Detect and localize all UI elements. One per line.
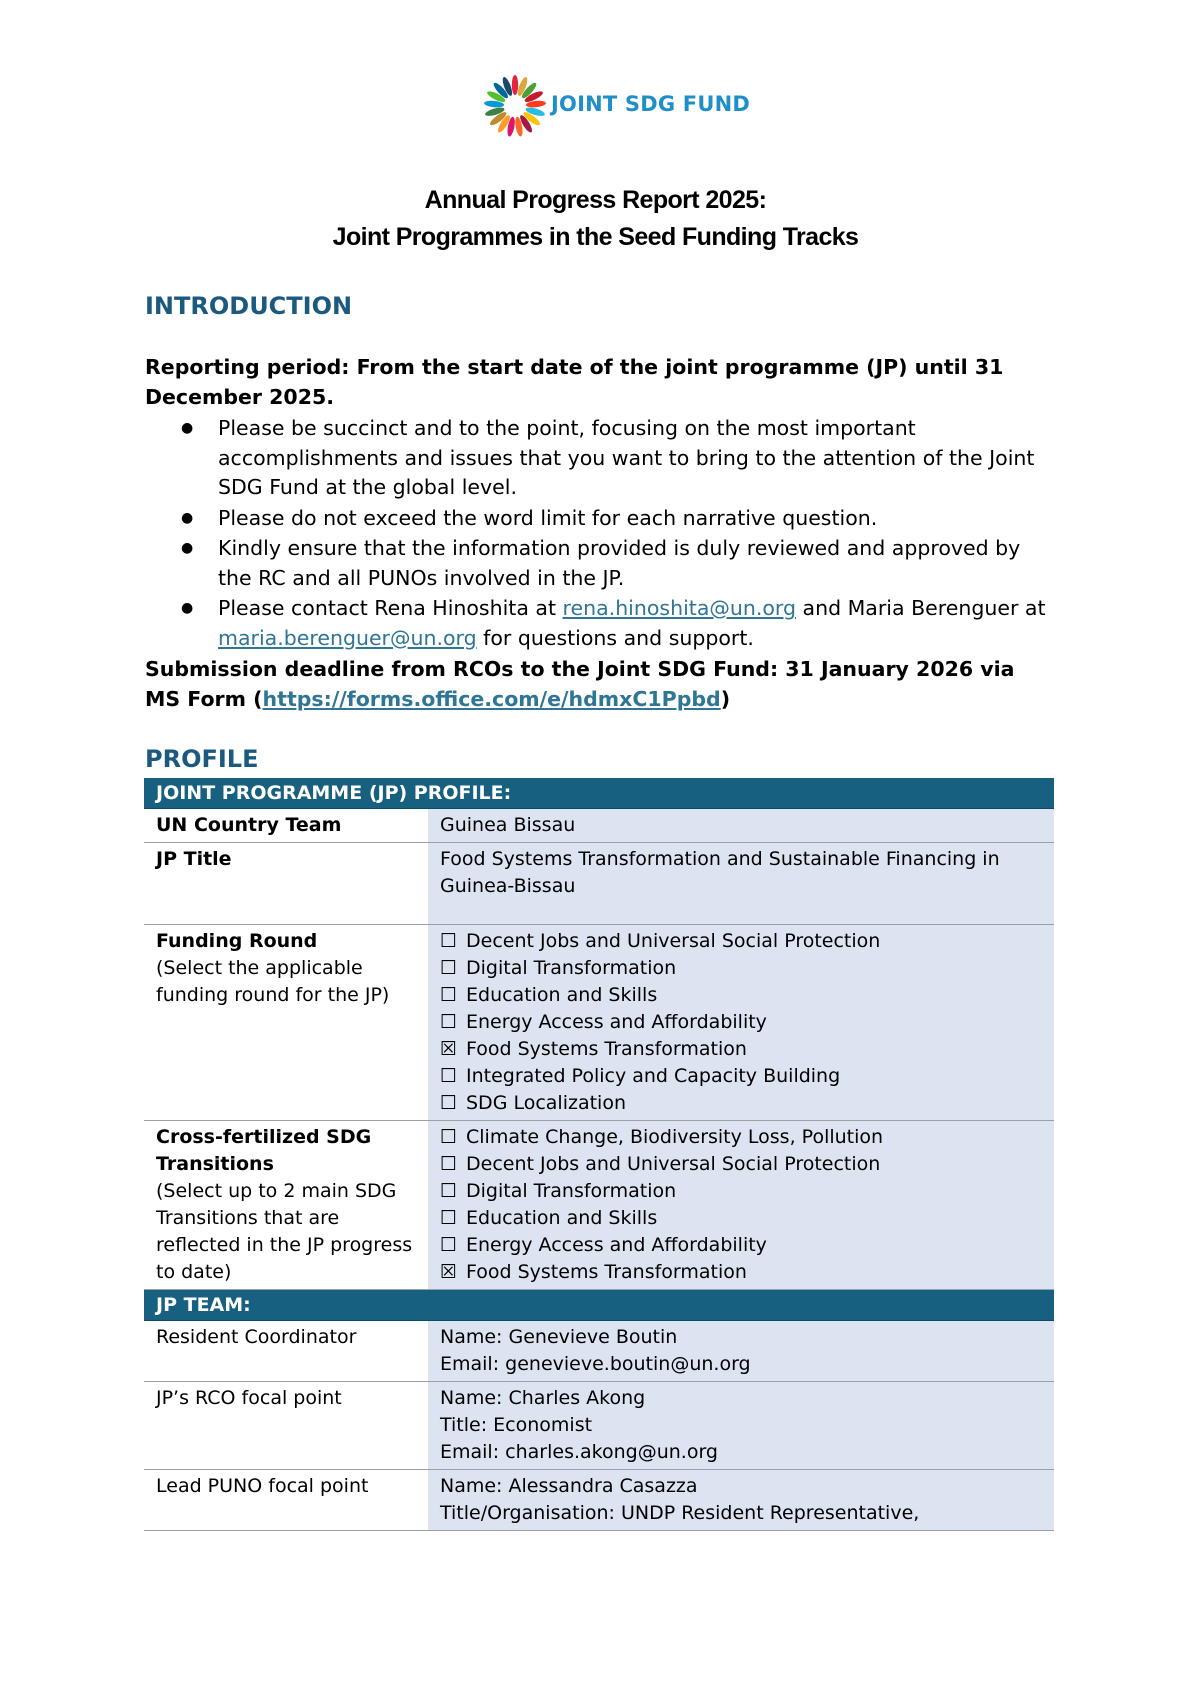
funding-round-label: Funding Round (Select the applicable funding round for the JP) bbox=[144, 925, 428, 1121]
list-item bbox=[145, 534, 1055, 593]
checkbox-option[interactable] bbox=[440, 1036, 1042, 1063]
table-row bbox=[144, 1290, 1054, 1321]
checkbox-label: Food Systems Transformation bbox=[466, 1038, 747, 1060]
checkbox-option[interactable] bbox=[440, 1205, 1042, 1232]
logo-text: JOINT SDG FUND bbox=[551, 92, 750, 116]
checkbox-label: Energy Access and Affordability bbox=[466, 1234, 767, 1256]
checkbox-icon[interactable]: ☒ bbox=[440, 1038, 458, 1060]
jp-title-label: JP Title bbox=[144, 843, 428, 925]
table-row bbox=[144, 809, 1054, 843]
checkbox-icon[interactable]: ☐ bbox=[440, 1065, 458, 1087]
rena-email-link[interactable]: rena.hinoshita@un.org bbox=[562, 596, 797, 620]
puno-title[interactable]: Title/Organisation: UNDP Resident Representative, bbox=[440, 1502, 920, 1524]
jp-profile-header: JOINT PROGRAMME (JP) PROFILE: bbox=[144, 778, 1054, 809]
checkbox-option[interactable] bbox=[440, 1259, 1042, 1286]
checkbox-option[interactable] bbox=[440, 1063, 1042, 1090]
table-row bbox=[144, 843, 1054, 925]
bullet-text: Please do not exceed the word limit for each narrative question. bbox=[218, 505, 878, 530]
checkbox-option[interactable] bbox=[440, 1090, 1042, 1117]
rco-email[interactable]: Email: charles.akong@un.org bbox=[440, 1441, 718, 1463]
checkbox-label: SDG Localization bbox=[466, 1092, 626, 1114]
checkbox-label: Digital Transformation bbox=[466, 957, 677, 979]
rc-email[interactable]: Email: genevieve.boutin@un.org bbox=[440, 1353, 751, 1375]
list-item bbox=[145, 414, 1055, 503]
checkbox-option[interactable] bbox=[440, 928, 1042, 955]
checkbox-label: Food Systems Transformation bbox=[466, 1261, 747, 1283]
checkbox-icon[interactable]: ☐ bbox=[440, 1180, 458, 1202]
country-team-value[interactable]: Guinea Bissau bbox=[428, 809, 1054, 843]
instruction-list bbox=[145, 414, 1055, 654]
checkbox-option[interactable] bbox=[440, 1178, 1042, 1205]
submission-close: ) bbox=[720, 686, 731, 711]
sdg-wheel-icon bbox=[483, 74, 547, 138]
rco-label: JP’s RCO focal point bbox=[144, 1382, 428, 1470]
checkbox-icon[interactable]: ☒ bbox=[440, 1261, 458, 1283]
checkbox-label: Energy Access and Affordability bbox=[466, 1011, 767, 1033]
checkbox-icon[interactable]: ☐ bbox=[440, 1092, 458, 1114]
submission-deadline bbox=[145, 655, 1055, 714]
checkbox-label: Climate Change, Biodiversity Loss, Pollution bbox=[466, 1126, 884, 1148]
contact-text-pre: Please contact Rena Hinoshita at bbox=[218, 596, 563, 620]
checkbox-icon[interactable]: ☐ bbox=[440, 984, 458, 1006]
checkbox-label: Education and Skills bbox=[466, 1207, 658, 1229]
reporting-period: Reporting period: From the start date of the joint programme (JP) until 31 December 2025. bbox=[145, 355, 1004, 409]
contact-text-mid: and Maria Berenguer at bbox=[796, 596, 1046, 620]
funding-round-options bbox=[428, 925, 1054, 1121]
checkbox-option[interactable] bbox=[440, 1232, 1042, 1259]
table-row bbox=[144, 778, 1054, 809]
checkbox-icon[interactable]: ☐ bbox=[440, 957, 458, 979]
introduction-heading: INTRODUCTION bbox=[145, 292, 353, 320]
checkbox-option[interactable] bbox=[440, 955, 1042, 982]
cross-fertilized-label: Cross-fertilized SDG Transitions (Select up to 2 main SDG Transitions that are reflected in the JP progress to date) bbox=[144, 1121, 428, 1290]
checkbox-label: Integrated Policy and Capacity Building bbox=[466, 1065, 841, 1087]
checkbox-option[interactable] bbox=[440, 1124, 1042, 1151]
checkbox-icon[interactable]: ☐ bbox=[440, 930, 458, 952]
ms-form-link[interactable]: https://forms.office.com/e/hdmxC1Ppbd bbox=[262, 686, 721, 711]
checkbox-icon[interactable]: ☐ bbox=[440, 1234, 458, 1256]
checkbox-icon[interactable]: ☐ bbox=[440, 1153, 458, 1175]
cross-fertilized-options bbox=[428, 1121, 1054, 1290]
report-title-line2: Joint Programmes in the Seed Funding Tracks bbox=[332, 223, 859, 251]
rc-name[interactable]: Name: Genevieve Boutin bbox=[440, 1326, 678, 1348]
rc-label: Resident Coordinator bbox=[144, 1321, 428, 1382]
table-row bbox=[144, 1321, 1054, 1382]
rco-title[interactable]: Title: Economist bbox=[440, 1414, 593, 1436]
list-item bbox=[145, 594, 1055, 653]
checkbox-icon[interactable]: ☐ bbox=[440, 1126, 458, 1148]
bullet-text: Kindly ensure that the information provided is duly reviewed and approved by the RC and all PUNOs involved in the JP. bbox=[218, 536, 1021, 590]
contact-text-post: for questions and support. bbox=[476, 625, 754, 650]
jp-title-value[interactable]: Food Systems Transformation and Sustainable Financing in Guinea-Bissau bbox=[428, 843, 1054, 925]
jp-team-header: JP TEAM: bbox=[144, 1290, 1054, 1321]
rc-details bbox=[428, 1321, 1054, 1382]
puno-name[interactable]: Name: Alessandra Casazza bbox=[440, 1475, 698, 1497]
checkbox-option[interactable] bbox=[440, 1009, 1042, 1036]
rco-name[interactable]: Name: Charles Akong bbox=[440, 1387, 646, 1409]
list-item bbox=[145, 504, 1055, 534]
table-row bbox=[144, 1382, 1054, 1470]
table-row bbox=[144, 1470, 1054, 1531]
checkbox-option[interactable] bbox=[440, 1151, 1042, 1178]
submission-text: Submission deadline from RCOs to the Joint SDG Fund: 31 January 2026 via MS Form ( bbox=[145, 657, 1015, 711]
checkbox-label: Digital Transformation bbox=[466, 1180, 677, 1202]
puno-label: Lead PUNO focal point bbox=[144, 1470, 428, 1531]
checkbox-label: Decent Jobs and Universal Social Protection bbox=[466, 930, 881, 952]
puno-details bbox=[428, 1470, 1054, 1531]
cross-fertilized-hint: (Select up to 2 main SDG Transitions that are reflected in the JP progress to date) bbox=[156, 1180, 413, 1283]
checkbox-label: Education and Skills bbox=[466, 984, 658, 1006]
profile-table bbox=[144, 778, 1054, 1531]
checkbox-icon[interactable]: ☐ bbox=[440, 1011, 458, 1033]
table-row bbox=[144, 925, 1054, 1121]
rco-details bbox=[428, 1382, 1054, 1470]
bullet-text: Please be succinct and to the point, focusing on the most important accomplishments and issues that you want to bring to the attention of the Joint SDG Fund at the global level. bbox=[218, 416, 1035, 499]
report-title-line1: Annual Progress Report 2025: bbox=[424, 186, 767, 214]
checkbox-label: Decent Jobs and Universal Social Protection bbox=[466, 1153, 881, 1175]
checkbox-option[interactable] bbox=[440, 982, 1042, 1009]
funding-round-hint: (Select the applicable funding round for the JP) bbox=[156, 957, 390, 1006]
checkbox-icon[interactable]: ☐ bbox=[440, 1207, 458, 1229]
joint-sdg-fund-logo bbox=[483, 74, 750, 138]
profile-heading: PROFILE bbox=[145, 745, 259, 773]
table-row bbox=[144, 1121, 1054, 1290]
country-team-label: UN Country Team bbox=[144, 809, 428, 843]
maria-email-link[interactable]: maria.berenguer@un.org bbox=[218, 625, 477, 650]
